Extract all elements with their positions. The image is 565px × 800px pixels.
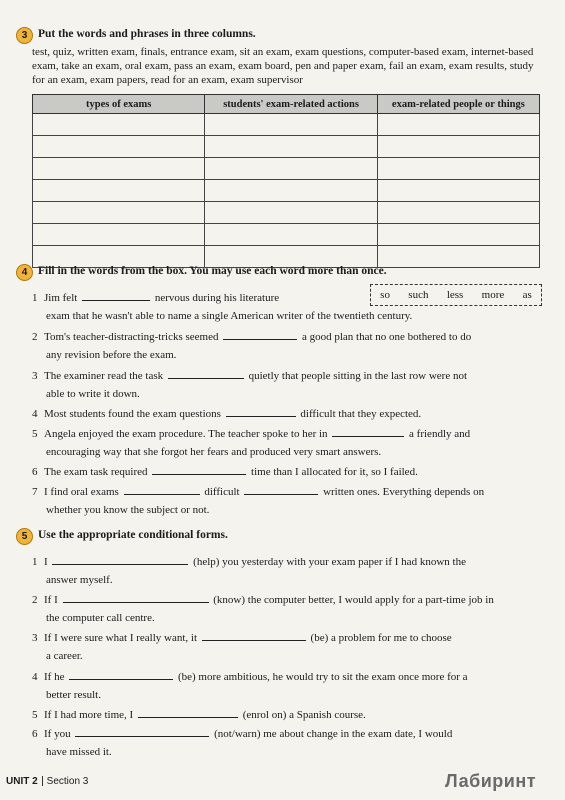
list-item: 2 If I (know) the computer better, I would apply for a part-time job in: [32, 594, 494, 606]
answer-blank[interactable]: [202, 630, 306, 641]
exercise-number: 3: [16, 27, 33, 44]
answer-blank[interactable]: [168, 368, 244, 379]
table-row: [33, 180, 540, 202]
list-item: 1 Jim felt nervous during his literature: [32, 292, 280, 304]
table-row: [33, 114, 540, 136]
list-item: 6 The exam task required time than I allocated for it, so I failed.: [32, 466, 418, 478]
table-cell[interactable]: [205, 180, 377, 202]
table-cell[interactable]: [33, 224, 205, 246]
box-word: more: [481, 289, 505, 301]
answer-blank[interactable]: [124, 484, 200, 495]
list-item: 7 I find oral exams difficult written ones. Everything depends on: [32, 486, 485, 498]
list-item: 4 Most students found the exam questions difficult that they expected.: [32, 408, 422, 420]
table-cell[interactable]: [377, 246, 539, 268]
word-box: [370, 284, 542, 306]
box-word: less: [446, 289, 464, 301]
exercise-3-header: [16, 27, 256, 44]
list-item: 5 If I had more time, I (enrol on) a Spanish course.: [32, 709, 366, 721]
table-cell[interactable]: [377, 114, 539, 136]
list-item: 6 If you (not/warn) me about change in the exam date, I would: [32, 728, 453, 740]
answer-blank[interactable]: [152, 464, 246, 475]
list-item-continued: any revision before the exam.: [46, 349, 177, 361]
exercise-number: 4: [16, 264, 33, 281]
page-footer: [6, 776, 88, 787]
list-item-continued: have missed it.: [46, 746, 112, 758]
exercise-number: 5: [16, 528, 33, 545]
table-row: [33, 224, 540, 246]
table-cell[interactable]: [33, 136, 205, 158]
list-item: 1 I (help) you yesterday with your exam paper if I had known the: [32, 556, 466, 568]
table-cell[interactable]: [33, 158, 205, 180]
exercise-title: Fill in the words from the box. You may use each word more than once.: [38, 265, 387, 277]
table-cell[interactable]: [205, 114, 377, 136]
columns-table: [32, 94, 540, 268]
answer-blank[interactable]: [223, 329, 297, 340]
exercise-4-header: [16, 264, 387, 281]
list-item-continued: able to write it down.: [46, 388, 140, 400]
table-cell[interactable]: [205, 202, 377, 224]
answer-blank[interactable]: [63, 592, 209, 603]
table-row: [33, 136, 540, 158]
column-header: exam-related people or things: [377, 95, 539, 114]
list-item-continued: answer myself.: [46, 574, 113, 586]
unit-label: UNIT 2: [6, 776, 38, 787]
answer-blank[interactable]: [244, 484, 318, 495]
list-item-continued: a career.: [46, 650, 83, 662]
table-row: [33, 158, 540, 180]
box-word: such: [408, 289, 429, 301]
table-row: [33, 202, 540, 224]
list-item: 2 Tom's teacher-distracting-tricks seemed a good plan that no one bothered to do: [32, 331, 472, 343]
answer-blank[interactable]: [82, 290, 150, 301]
list-item: 3 If I were sure what I really want, it (be) a problem for me to choose: [32, 632, 452, 644]
table-cell[interactable]: [33, 114, 205, 136]
table-cell[interactable]: [377, 180, 539, 202]
list-item: 4 If he (be) more ambitious, he would try to sit the exam once more for a: [32, 671, 468, 683]
exercise-title: Put the words and phrases in three columns.: [38, 28, 256, 40]
list-item-continued: better result.: [46, 689, 101, 701]
exercise-5-header: [16, 528, 228, 545]
list-item: 3 The examiner read the task quietly that people sitting in the last row were not: [32, 370, 468, 382]
answer-blank[interactable]: [332, 426, 404, 437]
table-cell[interactable]: [377, 136, 539, 158]
table-cell[interactable]: [205, 158, 377, 180]
answer-blank[interactable]: [52, 554, 188, 565]
table-cell[interactable]: [377, 224, 539, 246]
word-list: test, quiz, written exam, finals, entrance exam, sit an exam, exam questions, computer-based exam, internet-based exam, take an exam, oral exam, pass an exam, exam board, pen and paper exam, fail an exam, exam results, study for an exam, exam papers, read for an exam, exam supervisor: [32, 46, 534, 86]
answer-blank[interactable]: [75, 726, 209, 737]
list-item-continued: exam that he wasn't able to name a single American writer of the twentieth century.: [46, 310, 413, 322]
answer-blank[interactable]: [138, 707, 238, 718]
list-item: 5 Angela enjoyed the exam procedure. The teacher spoke to her in a friendly and: [32, 428, 471, 440]
list-item-continued: whether you know the subject or not.: [46, 504, 210, 516]
table-cell[interactable]: [205, 136, 377, 158]
list-item-continued: encouraging way that she forgot her fears and produced very smart answers.: [46, 446, 382, 458]
table-cell[interactable]: [205, 224, 377, 246]
box-word: as: [522, 289, 532, 301]
answer-blank[interactable]: [69, 669, 173, 680]
table-cell[interactable]: [33, 180, 205, 202]
footer-divider: [42, 776, 43, 786]
table-cell[interactable]: [377, 202, 539, 224]
table-cell[interactable]: [377, 158, 539, 180]
section-label: Section 3: [46, 776, 89, 787]
table-cell[interactable]: [33, 202, 205, 224]
column-header: students' exam-related actions: [205, 95, 377, 114]
exercise-title: Use the appropriate conditional forms.: [38, 529, 228, 541]
column-header: types of exams: [33, 95, 205, 114]
list-item-continued: the computer call centre.: [46, 612, 155, 624]
box-word: so: [380, 289, 390, 301]
answer-blank[interactable]: [226, 406, 296, 417]
watermark-logo: Лабиринт: [445, 771, 537, 791]
